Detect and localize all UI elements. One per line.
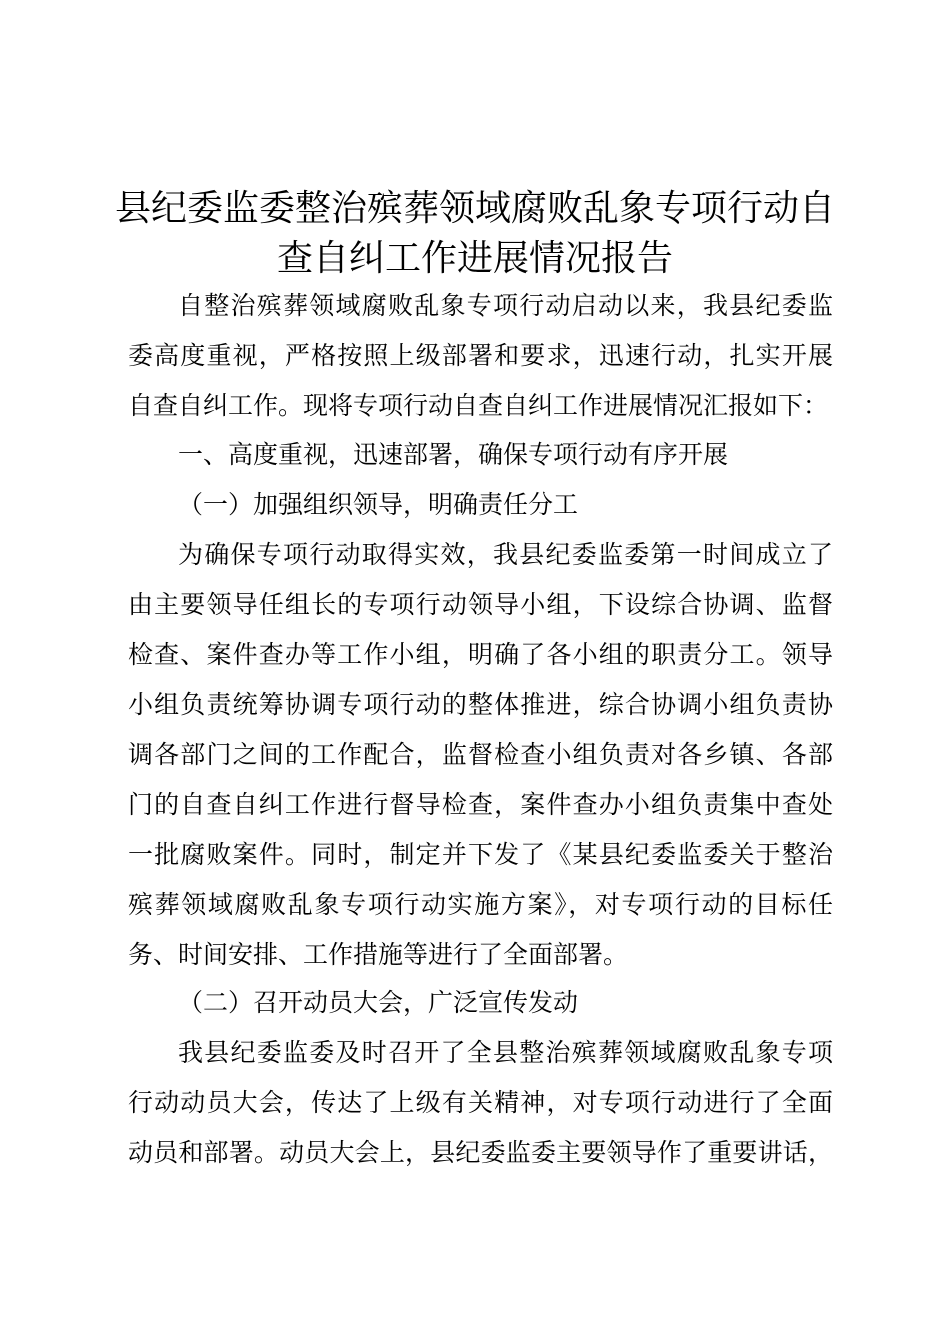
heading-line: （一）加强组织领导，明确责任分工	[178, 490, 579, 519]
paragraph-line: 我县纪委监委及时召开了全县整治殡葬领域腐败乱象专项	[178, 1038, 833, 1067]
paragraph-line: 调各部门之间的工作配合，监督检查小组负责对各乡镇、各部	[128, 740, 833, 769]
paragraph-line: 小组负责统筹协调专项行动的整体推进，综合协调小组负责协	[128, 690, 833, 719]
paragraph-line: 为确保专项行动取得实效，我县纪委监委第一时间成立了	[178, 540, 833, 569]
paragraph-line: 由主要领导任组长的专项行动领导小组，下设综合协调、监督	[128, 590, 833, 619]
paragraph-line: 殡葬领域腐败乱象专项行动实施方案》，对专项行动的目标任	[128, 890, 833, 919]
paragraph-line: 一批腐败案件。同时，制定并下发了《某县纪委监委关于整治	[128, 840, 833, 869]
title-line-2: 查自纠工作进展情况报告	[276, 238, 673, 279]
paragraph-line: 委高度重视，严格按照上级部署和要求，迅速行动，扎实开展	[128, 341, 833, 370]
paragraph-organization	[128, 530, 833, 980]
paragraph-line: 检查、案件查办等工作小组，明确了各小组的职责分工。领导	[128, 640, 833, 669]
title-line-1: 县纪委监委整治殡葬领域腐败乱象专项行动自	[114, 188, 835, 229]
heading-line: 一、高度重视，迅速部署，确保专项行动有序开展	[178, 440, 729, 469]
paragraph-mobilization	[128, 1028, 833, 1178]
subsection-heading-1	[128, 480, 833, 530]
paragraph-line: 务、时间安排、工作措施等进行了全面部署。	[128, 940, 629, 969]
document-title	[100, 184, 850, 284]
heading-line: （二）召开动员大会，广泛宣传发动	[178, 988, 579, 1017]
paragraph-line: 动员和部署。动员大会上，县纪委监委主要领导作了重要讲话，	[128, 1138, 833, 1167]
paragraph-line: 自查自纠工作。现将专项行动自查自纠工作进展情况汇报如下：	[128, 391, 829, 420]
subsection-heading-2	[128, 978, 833, 1028]
paragraph-line: 行动动员大会，传达了上级有关精神，对专项行动进行了全面	[128, 1088, 833, 1117]
paragraph-line: 门的自查自纠工作进行督导检查，案件查办小组负责集中查处	[128, 790, 833, 819]
section-heading-1	[128, 430, 833, 480]
paragraph-intro	[128, 281, 833, 431]
paragraph-line: 自整治殡葬领域腐败乱象专项行动启动以来，我县纪委监	[178, 291, 833, 320]
